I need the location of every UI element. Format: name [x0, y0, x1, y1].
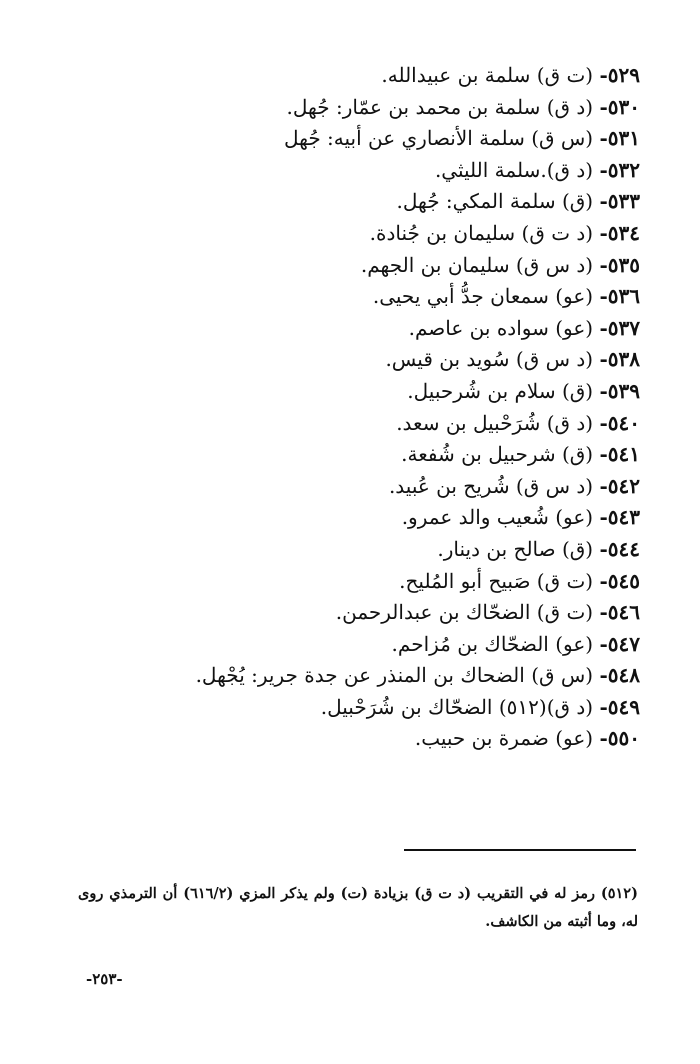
list-item — [80, 629, 640, 661]
entry-number: ٥٤٦- — [599, 600, 640, 625]
entry-text: (عو) شُعيب والد عمرو. — [401, 505, 594, 530]
list-item — [80, 534, 640, 566]
entry-number: ٥٣٠- — [599, 94, 640, 119]
entry-text: (د س ق) سليمان بن الجهم. — [360, 252, 594, 277]
entry-text: (د ت ق) سليمان بن جُنادة. — [369, 220, 594, 245]
list-item — [80, 597, 640, 629]
list-item — [80, 92, 640, 124]
entry-text: (د س ق) شُريح بن عُبيد. — [388, 473, 594, 498]
entry-text: (ت ق) صَبيح أبو المُليح. — [399, 568, 594, 593]
entry-number: ٥٣٥- — [599, 252, 640, 277]
list-item — [80, 123, 640, 155]
list-item — [80, 186, 640, 218]
entry-number: ٥٤٧- — [599, 631, 640, 656]
entry-text: (د ق) شُرَحْبيل بن سعد. — [396, 410, 594, 435]
entry-text: (عو) ضمرة بن حبيب. — [414, 726, 594, 751]
list-item — [80, 471, 640, 503]
entry-number: ٥٣٦- — [599, 284, 640, 309]
footnote-separator — [404, 849, 636, 851]
entry-text: (س ق) الضحاك بن المنذر عن جدة جرير: يُجْهل. — [195, 663, 594, 688]
page-number: -٢٥٣- — [86, 970, 123, 988]
entry-number: ٥٤٣- — [599, 505, 640, 530]
list-item — [80, 566, 640, 598]
entry-text: (د ق)(٥١٢) الضحّاك بن شُرَحْبيل. — [320, 694, 594, 719]
list-item — [80, 439, 640, 471]
entry-text: (د ق) سلمة بن محمد بن عمّار: جُهل. — [286, 94, 594, 119]
list-item — [80, 281, 640, 313]
entry-number: ٥٣٧- — [599, 315, 640, 340]
entry-number: ٥٤٥- — [599, 568, 640, 593]
footnote — [78, 880, 638, 936]
entry-number: ٥٣٩- — [599, 378, 640, 403]
entry-number: ٥٤٨- — [599, 663, 640, 688]
entry-text: (ق) سلام بن شُرحبيل. — [407, 378, 594, 403]
entry-text: (ق) صالح بن دينار. — [437, 536, 594, 561]
list-item — [80, 502, 640, 534]
entry-text: (د س ق) سُويد بن قيس. — [385, 347, 594, 372]
entry-text: (عو) سمعان جدُّ أبي يحيى. — [372, 284, 594, 309]
entry-text: (عو) سواده بن عاصم. — [408, 315, 594, 340]
entry-text: (عو) الضحّاك بن مُزاحم. — [391, 631, 594, 656]
entry-text: (ق) شرحبيل بن شُفعة. — [401, 442, 594, 467]
list-item — [80, 60, 640, 92]
list-item — [80, 344, 640, 376]
entry-number: ٥٤٤- — [599, 536, 640, 561]
entry-text: (ق) سلمة المكي: جُهل. — [396, 189, 594, 214]
list-item — [80, 692, 640, 724]
entry-number: ٥٤٠- — [599, 410, 640, 435]
entry-text: (ت ق) سلمة بن عبيدالله. — [381, 63, 594, 87]
list-item — [80, 313, 640, 345]
list-item — [80, 408, 640, 440]
entry-number: ٥٣١- — [599, 126, 640, 151]
entry-number: ٥٤٩- — [599, 694, 640, 719]
entry-number: ٥٢٩- — [599, 63, 640, 87]
entry-number: ٥٤٢- — [599, 473, 640, 498]
list-item — [80, 155, 640, 187]
entry-text: (د ق).سلمة الليثي. — [434, 157, 594, 182]
entry-number: ٥٣٤- — [599, 220, 640, 245]
entry-text: (س ق) سلمة الأنصاري عن أبيه: جُهل — [283, 126, 594, 151]
entry-number: ٥٣٣- — [599, 189, 640, 214]
entry-list — [80, 60, 640, 755]
entry-number: ٥٣٢- — [599, 157, 640, 182]
entry-number: ٥٤١- — [599, 442, 640, 467]
footnote-line-1: (٥١٢) رمز له في التقريب (د ت ق) بزيادة (ت) ولم يذكر المزي (٦١٦/٢) أن الترمذي — [109, 885, 638, 902]
entry-number: ٥٣٨- — [599, 347, 640, 372]
list-item — [80, 250, 640, 282]
entry-text: (ت ق) الضحّاك بن عبدالرحمن. — [335, 600, 594, 625]
list-item — [80, 376, 640, 408]
list-item — [80, 723, 640, 755]
list-item — [80, 218, 640, 250]
list-item — [80, 660, 640, 692]
footnote-line-2: روى له، وما أثبته من الكاشف. — [78, 885, 638, 930]
entry-number: ٥٥٠- — [599, 726, 640, 751]
